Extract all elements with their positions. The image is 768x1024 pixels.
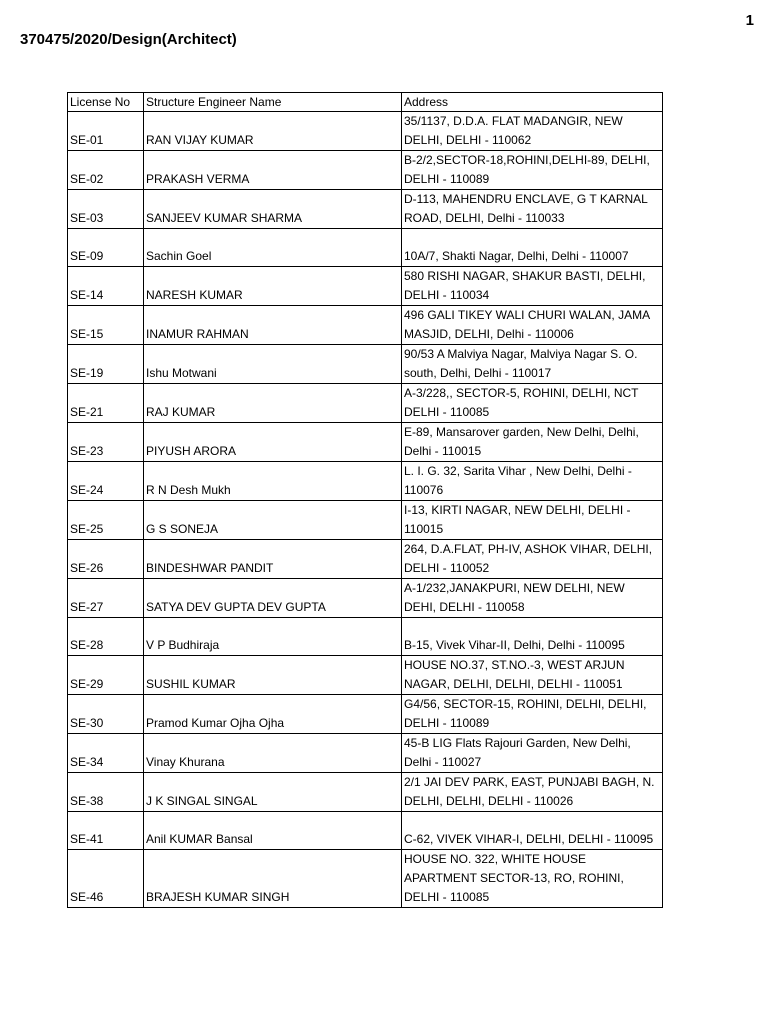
license-number-cell: SE-26 [68,540,144,579]
license-number-cell: SE-28 [68,618,144,656]
address-cell: 580 RISHI NAGAR, SHAKUR BASTI, DELHI, DELHI - 110034 [402,267,663,306]
table-header-row [68,93,663,112]
engineer-name-cell: INAMUR RAHMAN [144,306,402,345]
table-row [68,151,663,190]
address-cell: B-2/2,SECTOR-18,ROHINI,DELHI-89, DELHI, DELHI - 110089 [402,151,663,190]
engineer-name-cell: SANJEEV KUMAR SHARMA [144,190,402,229]
engineer-name-cell: PRAKASH VERMA [144,151,402,190]
column-header-license-no: License No [68,93,144,112]
address-cell: HOUSE NO. 322, WHITE HOUSE APARTMENT SECTOR-13, RO, ROHINI, DELHI - 110085 [402,850,663,908]
license-number-cell: SE-41 [68,812,144,850]
address-cell: A-3/228,, SECTOR-5, ROHINI, DELHI, NCT DELHI - 110085 [402,384,663,423]
engineer-name-cell: Vinay Khurana [144,734,402,773]
column-header-engineer-name: Structure Engineer Name [144,93,402,112]
address-cell: I-13, KIRTI NAGAR, NEW DELHI, DELHI - 110015 [402,501,663,540]
license-number-cell: SE-34 [68,734,144,773]
address-cell: D-113, MAHENDRU ENCLAVE, G T KARNAL ROAD, DELHI, Delhi - 110033 [402,190,663,229]
license-number-cell: SE-19 [68,345,144,384]
table-row [68,579,663,618]
table-row [68,850,663,908]
license-number-cell: SE-29 [68,656,144,695]
license-number-cell: SE-30 [68,695,144,734]
license-number-cell: SE-02 [68,151,144,190]
license-number-cell: SE-46 [68,850,144,908]
table-row [68,190,663,229]
table-row [68,773,663,812]
address-cell: C-62, VIVEK VIHAR-I, DELHI, DELHI - 110095 [402,812,663,850]
engineer-name-cell: Anil KUMAR Bansal [144,812,402,850]
engineer-name-cell: R N Desh Mukh [144,462,402,501]
table-row [68,540,663,579]
license-number-cell: SE-27 [68,579,144,618]
table-row [68,812,663,850]
table-row [68,695,663,734]
address-cell: 10A/7, Shakti Nagar, Delhi, Delhi - 110007 [402,229,663,267]
address-cell: G4/56, SECTOR-15, ROHINI, DELHI, DELHI, DELHI - 110089 [402,695,663,734]
table-row [68,345,663,384]
license-number-cell: SE-15 [68,306,144,345]
column-header-address: Address [402,93,663,112]
table-row [68,306,663,345]
license-number-cell: SE-24 [68,462,144,501]
address-cell: 90/53 A Malviya Nagar, Malviya Nagar S. O. south, Delhi, Delhi - 110017 [402,345,663,384]
address-cell: 45-B LIG Flats Rajouri Garden, New Delhi, Delhi - 110027 [402,734,663,773]
license-number-cell: SE-01 [68,112,144,151]
address-cell: 2/1 JAI DEV PARK, EAST, PUNJABI BAGH, N. DELHI, DELHI, DELHI - 110026 [402,773,663,812]
address-cell: HOUSE NO.37, ST.NO.-3, WEST ARJUN NAGAR, DELHI, DELHI, DELHI - 110051 [402,656,663,695]
engineer-name-cell: Pramod Kumar Ojha Ojha [144,695,402,734]
table-row [68,734,663,773]
address-cell: 264, D.A.FLAT, PH-IV, ASHOK VIHAR, DELHI, DELHI - 110052 [402,540,663,579]
license-number-cell: SE-23 [68,423,144,462]
license-number-cell: SE-38 [68,773,144,812]
table-row [68,229,663,267]
page-number: 1 [745,12,754,29]
address-cell: A-1/232,JANAKPURI, NEW DELHI, NEW DEHI, DELHI - 110058 [402,579,663,618]
engineer-name-cell: BINDESHWAR PANDIT [144,540,402,579]
table-row [68,618,663,656]
table-row [68,384,663,423]
table-row [68,112,663,151]
license-table [67,92,663,908]
address-cell: L. I. G. 32, Sarita Vihar , New Delhi, Delhi - 110076 [402,462,663,501]
table-row [68,462,663,501]
address-cell: 496 GALI TIKEY WALI CHURI WALAN, JAMA MASJID, DELHI, Delhi - 110006 [402,306,663,345]
engineer-name-cell: NARESH KUMAR [144,267,402,306]
license-number-cell: SE-09 [68,229,144,267]
table-row [68,267,663,306]
license-number-cell: SE-25 [68,501,144,540]
license-number-cell: SE-03 [68,190,144,229]
engineer-name-cell: RAN VIJAY KUMAR [144,112,402,151]
engineer-name-cell: V P Budhiraja [144,618,402,656]
engineer-name-cell: SATYA DEV GUPTA DEV GUPTA [144,579,402,618]
address-cell: 35/1137, D.D.A. FLAT MADANGIR, NEW DELHI, DELHI - 110062 [402,112,663,151]
document-title: 370475/2020/Design(Architect) [20,31,237,48]
engineer-name-cell: PIYUSH ARORA [144,423,402,462]
table-row [68,501,663,540]
address-cell: E-89, Mansarover garden, New Delhi, Delhi, Delhi - 110015 [402,423,663,462]
license-number-cell: SE-21 [68,384,144,423]
address-cell: B-15, Vivek Vihar-II, Delhi, Delhi - 110095 [402,618,663,656]
engineer-name-cell: RAJ KUMAR [144,384,402,423]
engineer-name-cell: G S SONEJA [144,501,402,540]
engineer-name-cell: Sachin Goel [144,229,402,267]
license-number-cell: SE-14 [68,267,144,306]
table-row [68,423,663,462]
engineer-name-cell: SUSHIL KUMAR [144,656,402,695]
table-row [68,656,663,695]
engineer-name-cell: J K SINGAL SINGAL [144,773,402,812]
engineer-name-cell: BRAJESH KUMAR SINGH [144,850,402,908]
engineer-name-cell: Ishu Motwani [144,345,402,384]
